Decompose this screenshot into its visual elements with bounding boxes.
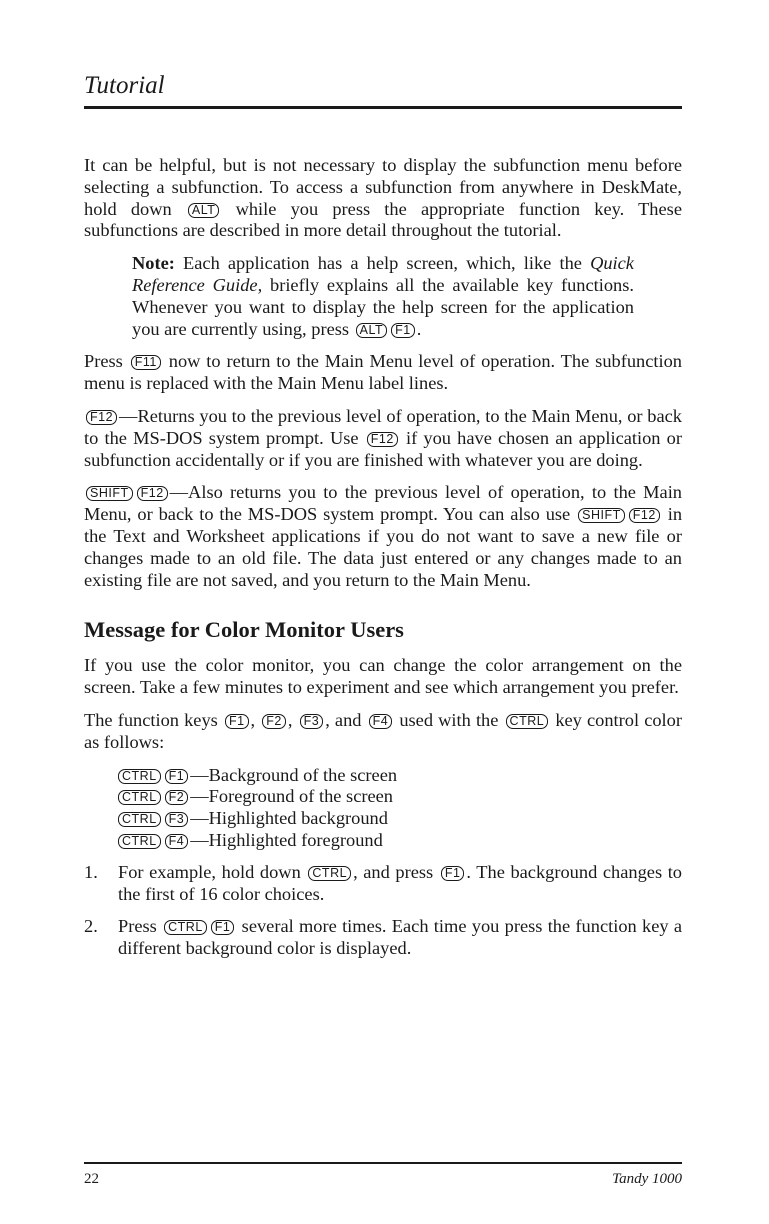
f1-key-icon: F1 [391, 323, 415, 338]
ctrl-key-icon: CTRL [118, 834, 161, 849]
paragraph-shift-f12: SHIFT F12 —Also returns you to the previous level of operation, to the Main Menu, or back to the MS-DOS system prompt. You can also use SHIFT F12 in the Text and Worksheet applications if you do not want to save a new file or changes made to an old file. The data just entered or any changes made to an existing file are not saved, and you return to the Main Menu. [84, 482, 683, 590]
footer-rule [84, 1162, 682, 1164]
list-item: CTRL F3 —Highlighted background [116, 808, 682, 830]
step-number: 2. [84, 916, 98, 937]
page-number: 22 [84, 1171, 99, 1187]
shift-key-icon: SHIFT [578, 508, 625, 523]
ctrl-key-icon: CTRL [164, 920, 207, 935]
list-item: CTRL F1 —Background of the screen [116, 765, 682, 787]
page-footer [84, 1162, 682, 1188]
f12-key-icon: F12 [629, 508, 660, 523]
f1-key-icon: F1 [211, 920, 235, 935]
paragraph-color-monitor: If you use the color monitor, you can change the color arrangement on the screen. Take a few minutes to experiment and see which arrangement you prefer. [84, 655, 682, 698]
f2-key-icon: F2 [262, 714, 286, 729]
alt-key-icon: ALT [356, 323, 388, 338]
product-name: Tandy 1000 [612, 1171, 682, 1187]
ctrl-key-icon: CTRL [506, 714, 549, 729]
ctrl-key-icon: CTRL [118, 812, 161, 827]
shift-key-icon: SHIFT [86, 486, 133, 501]
color-key-list [116, 765, 682, 852]
list-item: 1. For example, hold down CTRL , and press F1 . The background changes to the first of 16 color choices. [84, 861, 682, 904]
paragraph-function-keys: The function keys F1 , F2 , F3 , and F4 used with the CTRL key control color as follows: [84, 709, 682, 752]
ctrl-key-icon: CTRL [308, 866, 351, 881]
list-item: CTRL F2 —Foreground of the screen [116, 786, 682, 808]
page-body [84, 155, 682, 971]
note-label: Note: [132, 253, 175, 274]
header-rule [84, 106, 682, 109]
f1-key-icon: F1 [225, 714, 249, 729]
f3-key-icon: F3 [165, 812, 189, 827]
f4-key-icon: F4 [369, 714, 393, 729]
alt-key-icon: ALT [188, 203, 220, 218]
f12-key-icon: F12 [367, 432, 398, 447]
list-item: 2. Press CTRL F1 several more times. Each time you press the function key a different background color is displayed. [84, 916, 682, 959]
f11-key-icon: F11 [131, 355, 161, 370]
ctrl-key-icon: CTRL [118, 769, 161, 784]
note-paragraph: Note: Each application has a help screen, which, like the Quick Reference Guide, briefly explains all the available key functions. Whenever you want to display the help screen for the application you are currently using, press ALT F1 . [132, 253, 634, 339]
f1-key-icon: F1 [165, 769, 189, 784]
guide-title: Quick Reference Guide, [132, 253, 634, 295]
section-heading: Message for Color Monitor Users [84, 617, 404, 643]
ctrl-key-icon: CTRL [118, 790, 161, 805]
f1-key-icon: F1 [441, 866, 465, 881]
paragraph-f12: F12 —Returns you to the previous level of operation, to the Main Menu, or back to the MS-DOS system prompt. Use F12 if you have chosen an application or subfunction accidentally or if you are finished with whatever you are doing. [84, 405, 682, 470]
list-item: CTRL F4 —Highlighted foreground [116, 830, 682, 852]
page-header [84, 72, 682, 109]
f2-key-icon: F2 [165, 790, 189, 805]
f4-key-icon: F4 [165, 834, 189, 849]
step-number: 1. [84, 861, 98, 882]
f12-key-icon: F12 [86, 410, 117, 425]
steps-list [84, 862, 682, 960]
f12-key-icon: F12 [137, 486, 168, 501]
header-title: Tutorial [84, 72, 165, 99]
paragraph-f11: Press F11 now to return to the Main Menu level of operation. The subfunction menu is replaced with the Main Menu label lines. [84, 351, 682, 394]
f3-key-icon: F3 [300, 714, 324, 729]
paragraph-subfunction-intro: It can be helpful, but is not necessary to display the subfunction menu before selecting a subfunction. To access a subfunction from anywhere in DeskMate, hold down ALT while you press the appropriate function key. These subfunctions are described in more detail throughout the tutorial. [84, 155, 682, 241]
